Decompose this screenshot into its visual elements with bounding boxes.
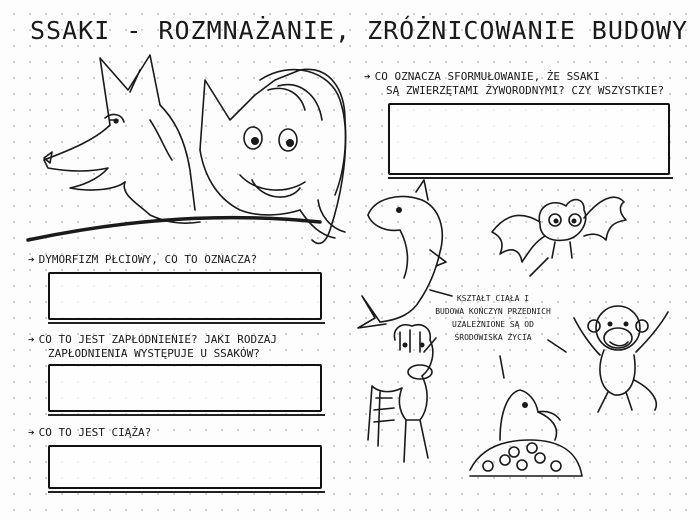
question-1-line-1: CO OZNACZA SFORMUŁOWANIE, ŻE SSAKI	[374, 70, 600, 83]
center-note-line: KSZTAŁT CIAŁA I	[456, 294, 530, 303]
question-4-text: CO TO JEST CIĄŻA?	[38, 426, 152, 439]
center-note-line: UZALEŻNIONE SĄ OD	[452, 320, 534, 329]
question-2-text: DYMORFIZM PŁCIOWY, CO TO OZNACZA?	[38, 253, 258, 266]
question-1-line-2: SĄ ZWIERZĘTAMI ŻYWORODNYMI? CZY WSZYSTKIE?	[386, 84, 665, 97]
center-note-line: ŚRODOWISKA ŻYCIA	[454, 333, 532, 342]
arrow-icon: ➔	[364, 70, 371, 83]
arrow-icon: ➔	[28, 426, 35, 439]
center-note-line: BUDOWA KOŃCZYN PRZEDNICH	[435, 307, 551, 316]
question-3-line-1: CO TO JEST ZAPŁODNIENIE? JAKI RODZAJ	[38, 333, 278, 346]
question-3-line-2: ZAPŁODNIENIA WYSTĘPUJE U SSAKÓW?	[48, 347, 260, 360]
arrow-icon: ➔	[28, 253, 35, 266]
arrow-icon: ➔	[28, 333, 35, 346]
page-title: SSAKI - ROZMNAŻANIE, ZRÓŻNICOWANIE BUDOWY	[30, 16, 689, 45]
